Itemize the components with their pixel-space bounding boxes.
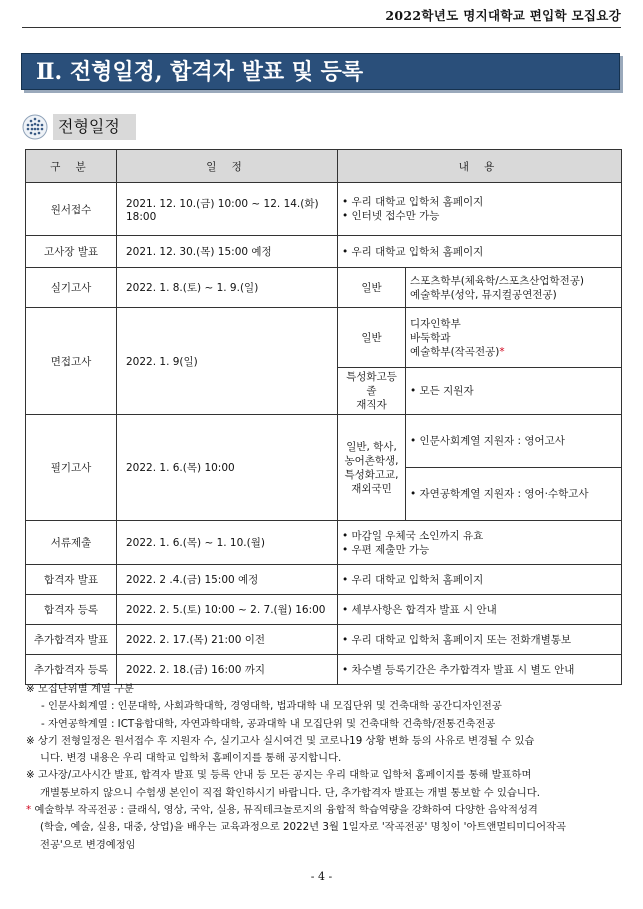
row-date: 2021. 12. 10.(금) 10:00 ~ 12. 14.(화) 18:00: [117, 183, 338, 236]
row-content: • 인문사회계열 지원자 : 영어고사: [406, 415, 622, 468]
table-row: [26, 236, 622, 268]
row-category: 원서접수: [26, 183, 117, 236]
table-row: [26, 521, 622, 565]
header-category: 구 분: [26, 150, 117, 183]
row-category: 서류제출: [26, 521, 117, 565]
section-title: 전형일정: [53, 114, 136, 140]
row-subcategory: 특성화고등졸 재직자: [338, 368, 406, 415]
table-row: [26, 268, 622, 308]
row-date: 2022. 2. 5.(토) 10:00 ~ 2. 7.(월) 16:00: [117, 595, 338, 625]
note-line: ※ 고사장/고사시간 발표, 합격자 발표 및 등록 안내 등 모든 공지는 우리 대학교 입학처 홈페이지를 통해 발표하며: [26, 769, 532, 782]
dotted-globe-icon: [21, 113, 49, 141]
footnote-star: *: [26, 804, 32, 817]
row-content: 디자인학부 바둑학과 예술학부(작곡전공)*: [406, 308, 622, 368]
table-row: [26, 625, 622, 655]
page-number: - 4 -: [310, 870, 333, 883]
row-content: • 자연공학계열 지원자 : 영어·수학고사: [406, 468, 622, 521]
note-line: - 자연공학계열 : ICT융합대학, 자연과학대학, 공과대학 내 모집단위 및 건축대학 건축학/전통건축전공: [41, 717, 496, 730]
row-subcategory: 일반, 학사, 농어촌학생, 특성화고교, 재외국민: [338, 415, 406, 521]
row-content: • 차수별 등록기간은 추가합격자 발표 시 별도 안내: [338, 655, 622, 685]
table-row: [26, 308, 622, 368]
row-category: 면접고사: [26, 308, 117, 415]
row-category: 추가합격자 등록: [26, 655, 117, 685]
header-content: 내 용: [338, 150, 622, 183]
chapter-banner: Ⅱ. 전형일정, 합격자 발표 및 등록: [21, 53, 620, 90]
row-date: 2022. 1. 9(일): [117, 308, 338, 415]
header-date: 일 정: [117, 150, 338, 183]
row-content: • 우리 대학교 입학처 홈페이지: [338, 236, 622, 268]
table-header-row: [26, 150, 622, 183]
note-line: 니다. 변경 내용은 우리 대학교 입학처 홈페이지를 통해 공지합니다.: [40, 752, 342, 765]
document-header-title: 2022학년도 명지대학교 편입학 모집요강: [385, 8, 621, 23]
row-subcategory: 일반: [338, 308, 406, 368]
row-date: 2022. 1. 6.(목) ~ 1. 10.(월): [117, 521, 338, 565]
table-row: [26, 655, 622, 685]
row-content: • 마감일 우체국 소인까지 유효 • 우편 제출만 가능: [338, 521, 622, 565]
row-subcategory: 일반: [338, 268, 406, 308]
note-line: ※ 모집단위별 계열 구분: [26, 683, 134, 695]
row-category: 실기고사: [26, 268, 117, 308]
row-content: • 우리 대학교 입학처 홈페이지 또는 전화개별통보: [338, 625, 622, 655]
table-row: [26, 183, 622, 236]
row-content: 스포츠학부(체육학/스포츠산업학전공) 예술학부(성악, 뮤지컬공연전공): [406, 268, 622, 308]
row-category: 필기고사: [26, 415, 117, 521]
row-date: 2022. 1. 8.(토) ~ 1. 9.(일): [117, 268, 338, 308]
note-line: 전공'으로 변경예정임: [40, 838, 136, 851]
row-content: • 우리 대학교 입학처 홈페이지 • 인터넷 접수만 가능: [338, 183, 622, 236]
row-content: • 세부사항은 합격자 발표 시 안내: [338, 595, 622, 625]
row-content: • 모든 지원자: [406, 368, 622, 415]
note-line: * 예술학부 작곡전공 : 클래식, 영상, 국악, 실용, 뮤직테크놀로지의 융합적 학습역량을 강화하여 다양한 음악적성격: [26, 804, 538, 817]
note-line: ※ 상기 전형일정은 원서접수 후 지원자 수, 실기고사 실시여건 및 코로나19 상황 변화 등의 사유로 변경될 수 있습: [26, 734, 535, 747]
section-heading: [21, 114, 136, 140]
row-date: 2022. 2 .4.(금) 15:00 예정: [117, 565, 338, 595]
note-line: - 인문사회계열 : 인문대학, 사회과학대학, 경영대학, 법과대학 내 모집단위 및 건축대학 공간디자인전공: [41, 700, 502, 713]
header-divider: [22, 27, 621, 28]
row-date: 2022. 1. 6.(목) 10:00: [117, 415, 338, 521]
note-line: 개별통보하지 않으니 수험생 본인이 직접 확인하시기 바랍니다. 단, 추가합격자 발표는 개별 통보할 수 있습니다.: [40, 786, 540, 799]
row-date: 2021. 12. 30.(목) 15:00 예정: [117, 236, 338, 268]
notes-section: [26, 681, 618, 854]
table-row: [26, 415, 622, 468]
row-category: 고사장 발표: [26, 236, 117, 268]
row-content: • 우리 대학교 입학처 홈페이지: [338, 565, 622, 595]
row-category: 합격자 등록: [26, 595, 117, 625]
footnote-star: *: [499, 345, 505, 358]
note-line: (학술, 예술, 실용, 대중, 상업)을 배우는 교육과정으로 2022년 3월 1일자로 '작곡전공' 명칭이 '아트앤멀티미디어작곡: [40, 821, 566, 834]
row-category: 추가합격자 발표: [26, 625, 117, 655]
row-category: 합격자 발표: [26, 565, 117, 595]
table-row: [26, 595, 622, 625]
row-date: 2022. 2. 17.(목) 21:00 이전: [117, 625, 338, 655]
schedule-table: [25, 149, 622, 685]
row-date: 2022. 2. 18.(금) 16:00 까지: [117, 655, 338, 685]
table-row: [26, 565, 622, 595]
